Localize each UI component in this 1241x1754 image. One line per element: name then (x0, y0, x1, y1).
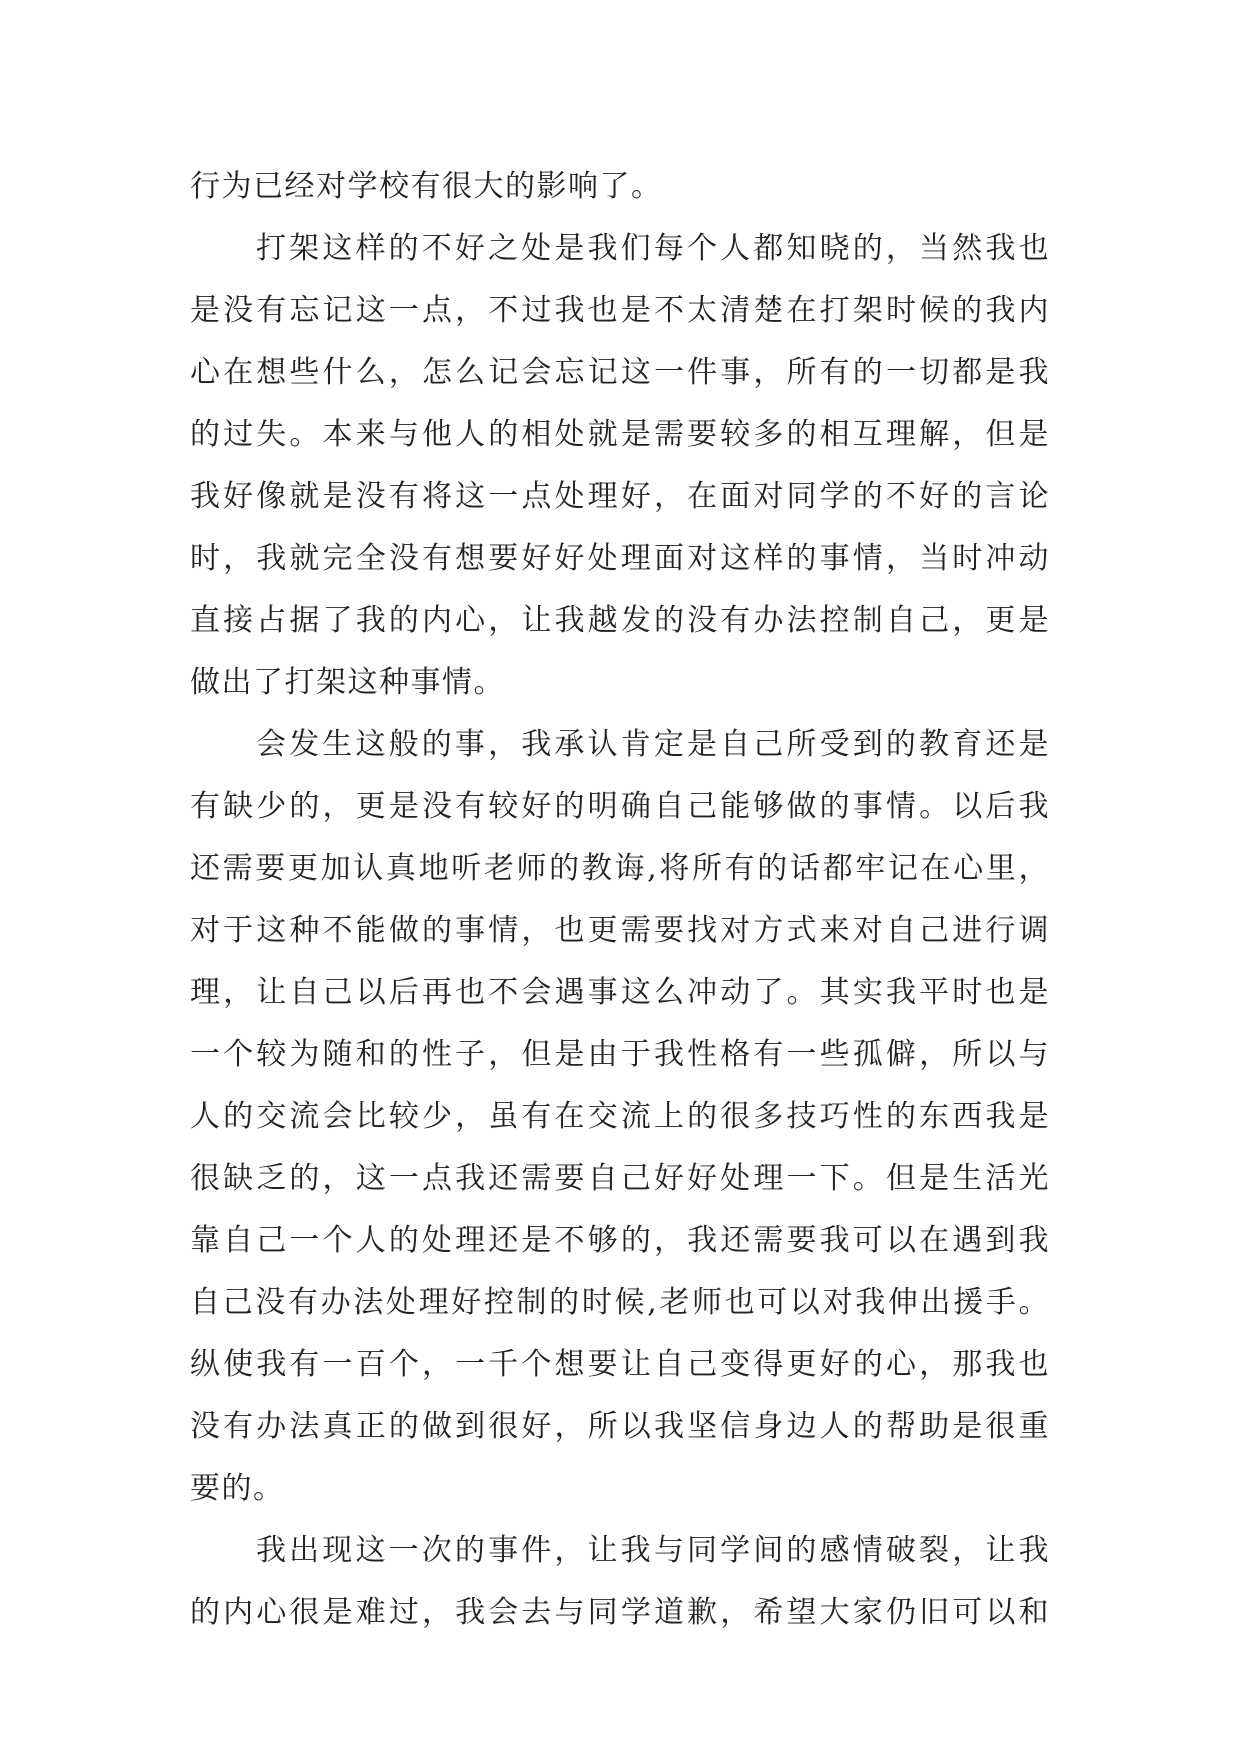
text-line: 一个较为随和的性子，但是由于我性格有一些孤僻，所以与 (190, 1037, 1050, 1072)
text-line: 还需要更加认真地听老师的教诲,将所有的话都牢记在心里， (190, 851, 1050, 886)
text-line: 我出现这一次的事件，让我与同学间的感情破裂，让我 (256, 1533, 1050, 1568)
paragraph (190, 156, 1050, 218)
text-line: 直接占据了我的内心，让我越发的没有办法控制自己，更是 (190, 603, 1050, 638)
text-line: 对于这种不能做的事情，也更需要找对方式来对自己进行调 (190, 913, 1050, 948)
text-line: 有缺少的，更是没有较好的明确自己能够做的事情。以后我 (190, 789, 1050, 824)
text-line: 我好像就是没有将这一点处理好，在面对同学的不好的言论 (190, 479, 1050, 514)
text-line: 自己没有办法处理好控制的时候,老师也可以对我伸出援手。 (190, 1285, 1050, 1320)
paragraph (190, 218, 1050, 714)
text-line: 做出了打架这种事情。 (190, 665, 505, 700)
text-line: 会发生这般的事，我承认肯定是自己所受到的教育还是 (256, 727, 1050, 762)
text-line: 心在想些什么，怎么记会忘记这一件事，所有的一切都是我 (190, 355, 1050, 390)
text-line: 很缺乏的，这一点我还需要自己好好处理一下。但是生活光 (190, 1161, 1050, 1196)
text-line: 靠自己一个人的处理还是不够的，我还需要我可以在遇到我 (190, 1223, 1050, 1258)
text-line: 理，让自己以后再也不会遇事这么冲动了。其实我平时也是 (190, 975, 1050, 1010)
text-line: 行为已经对学校有很大的影响了。 (190, 169, 663, 204)
text-line: 纵使我有一百个，一千个想要让自己变得更好的心，那我也 (190, 1347, 1050, 1382)
paragraph (190, 1520, 1050, 1644)
text-line: 打架这样的不好之处是我们每个人都知晓的，当然我也 (256, 231, 1050, 266)
paragraph (190, 714, 1050, 1520)
text-line: 的过失。本来与他人的相处就是需要较多的相互理解，但是 (190, 417, 1050, 452)
text-line: 要的。 (190, 1471, 285, 1506)
text-line: 的内心很是难过，我会去与同学道歉，希望大家仍旧可以和 (190, 1595, 1050, 1630)
body-text (190, 156, 1050, 1644)
text-line: 人的交流会比较少，虽有在交流上的很多技巧性的东西我是 (190, 1099, 1050, 1134)
text-line: 没有办法真正的做到很好，所以我坚信身边人的帮助是很重 (190, 1409, 1050, 1444)
text-line: 是没有忘记这一点，不过我也是不太清楚在打架时候的我内 (190, 293, 1050, 328)
text-line: 时，我就完全没有想要好好处理面对这样的事情，当时冲动 (190, 541, 1050, 576)
